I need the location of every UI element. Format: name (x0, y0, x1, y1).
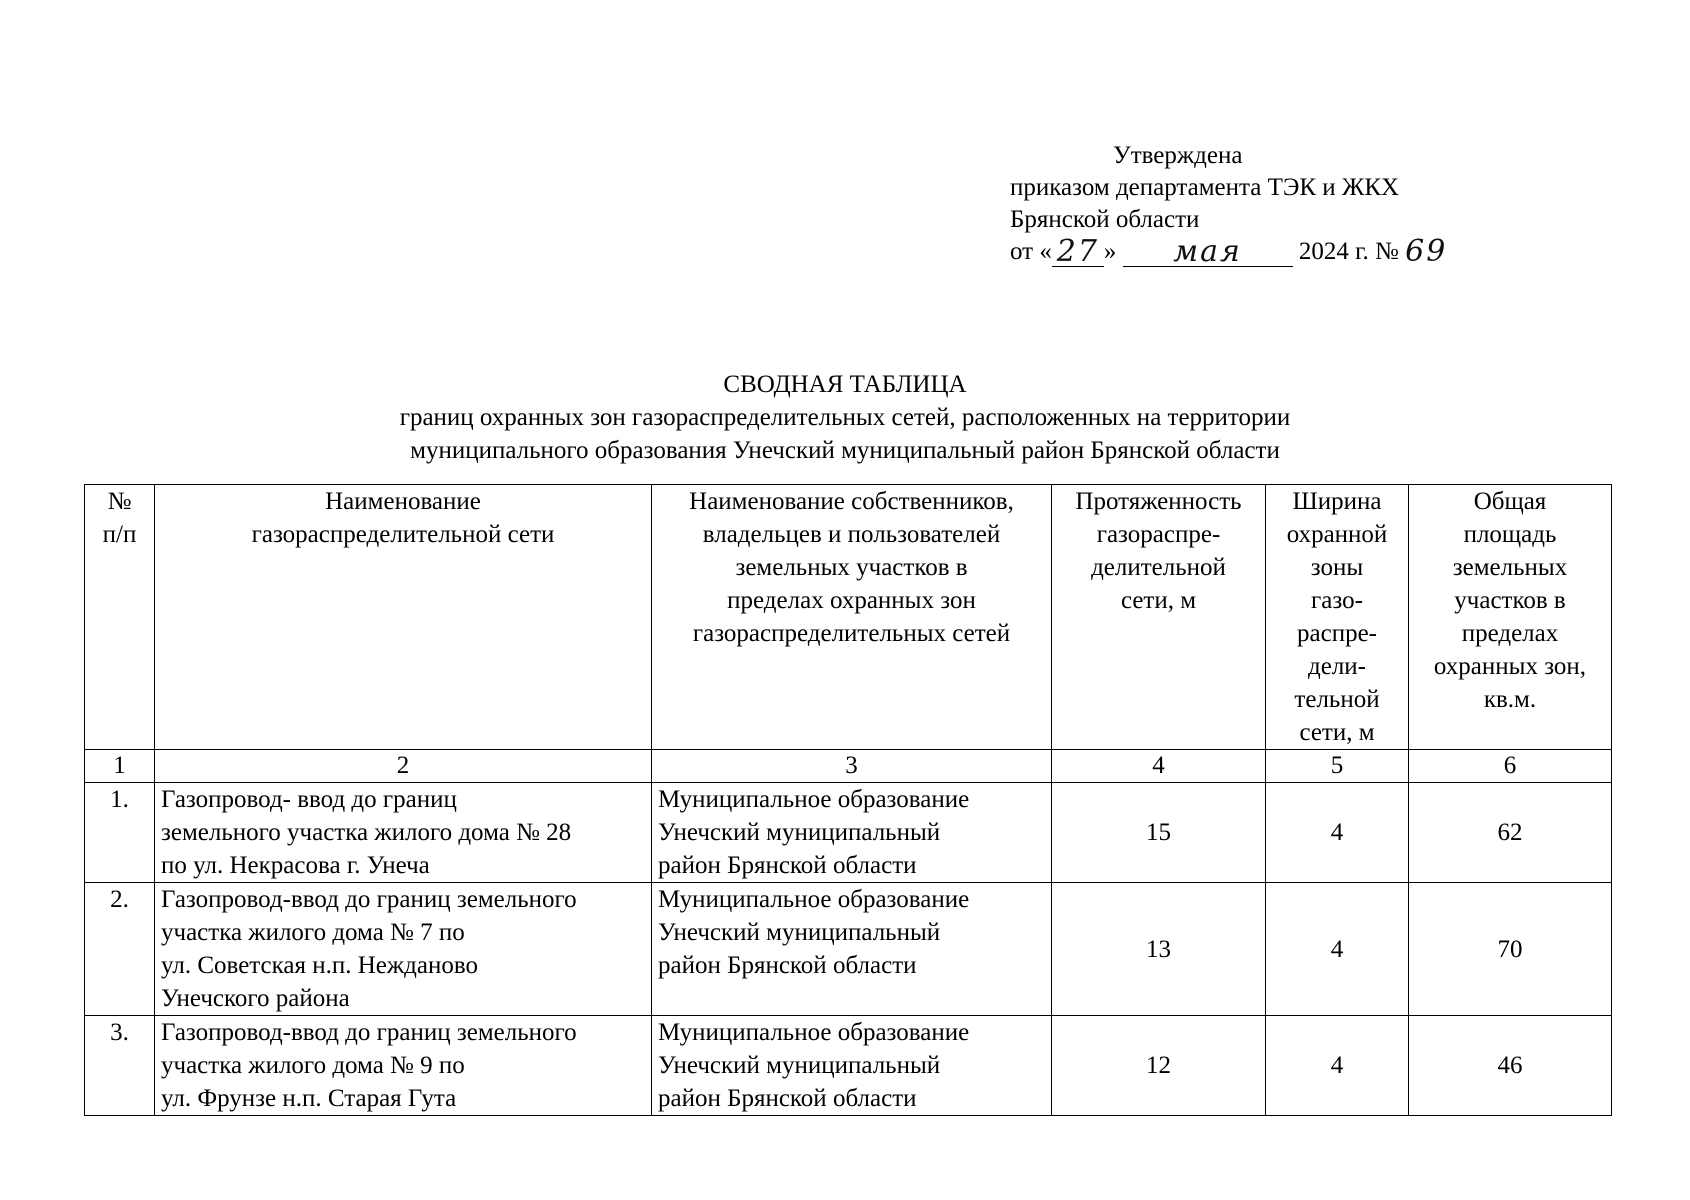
handwritten-order-number: 69 (1405, 234, 1448, 269)
date-month-field (1123, 234, 1293, 269)
network-name-cell: Газопровод-ввод до границ земельного участка жилого дома № 9 по ул. Фрунзе н.п. Старая Гута (155, 1016, 652, 1116)
row-number: 2. (85, 883, 155, 1016)
column-number-row (85, 750, 1612, 783)
summary-table (84, 484, 1612, 1116)
approval-region-line: Брянской области (1010, 206, 1200, 233)
column-number: 4 (1052, 750, 1266, 783)
zone-width-cell: 4 (1266, 783, 1409, 883)
date-quote-close: » (1103, 238, 1117, 265)
owner-cell: Муниципальное образование Унечский муниципальный район Брянской области (652, 1016, 1052, 1116)
number-sign: № (1375, 238, 1399, 265)
length-cell: 15 (1052, 783, 1266, 883)
total-area-cell: 46 (1409, 1016, 1612, 1116)
header-network-name: Наименование газораспределительной сети (155, 485, 652, 750)
approval-stamp (1010, 140, 1447, 268)
approval-date-line (1010, 236, 1447, 268)
table-row (85, 783, 1612, 883)
approval-title: Утверждена (1113, 142, 1243, 169)
zone-width-cell: 4 (1266, 1016, 1409, 1116)
total-area-cell: 62 (1409, 783, 1612, 883)
owner-cell: Муниципальное образование Унечский муниципальный район Брянской области (652, 883, 1052, 1016)
date-day-field (1052, 234, 1104, 269)
header-zone-width: Ширина охранной зоны газо- распре- дели- тельной сети, м (1266, 485, 1409, 750)
column-number: 2 (155, 750, 652, 783)
row-number: 1. (85, 783, 155, 883)
approval-order-line: приказом департамента ТЭК и ЖКХ (1010, 174, 1400, 201)
table-row (85, 1016, 1612, 1116)
header-number: № п/п (85, 485, 155, 750)
handwritten-month: мая (1173, 234, 1242, 269)
table-header-row (85, 485, 1612, 750)
row-number: 3. (85, 1016, 155, 1116)
owner-cell: Муниципальное образование Унечский муниципальный район Брянской области (652, 783, 1052, 883)
column-number: 5 (1266, 750, 1409, 783)
network-name-cell: Газопровод-ввод до границ земельного участка жилого дома № 7 по ул. Советская н.п. Нежданово Унечского района (155, 883, 652, 1016)
column-number: 6 (1409, 750, 1612, 783)
document-subtitle-line2: муниципального образования Унечский муниципальный район Брянской области (410, 437, 1280, 464)
document-title-block (0, 368, 1690, 467)
document-heading: СВОДНАЯ ТАБЛИЦА (723, 371, 967, 398)
header-total-area: Общая площадь земельных участков в пределах охранных зон, кв.м. (1409, 485, 1612, 750)
column-number: 1 (85, 750, 155, 783)
table-row (85, 883, 1612, 1016)
header-length: Протяженность газораспре- делительной сети, м (1052, 485, 1266, 750)
length-cell: 13 (1052, 883, 1266, 1016)
handwritten-day: 27 (1056, 234, 1099, 269)
length-cell: 12 (1052, 1016, 1266, 1116)
network-name-cell: Газопровод- ввод до границ земельного участка жилого дома № 28 по ул. Некрасова г. Унеча (155, 783, 652, 883)
column-number: 3 (652, 750, 1052, 783)
date-prefix: от « (1010, 238, 1052, 265)
total-area-cell: 70 (1409, 883, 1612, 1016)
date-year: 2024 г. (1298, 238, 1369, 265)
document-subtitle-line1: границ охранных зон газораспределительных сетей, расположенных на территории (399, 404, 1291, 431)
zone-width-cell: 4 (1266, 883, 1409, 1016)
header-owners: Наименование собственников, владельцев и пользователей земельных участков в пределах охранных зон газораспределительных сетей (652, 485, 1052, 750)
